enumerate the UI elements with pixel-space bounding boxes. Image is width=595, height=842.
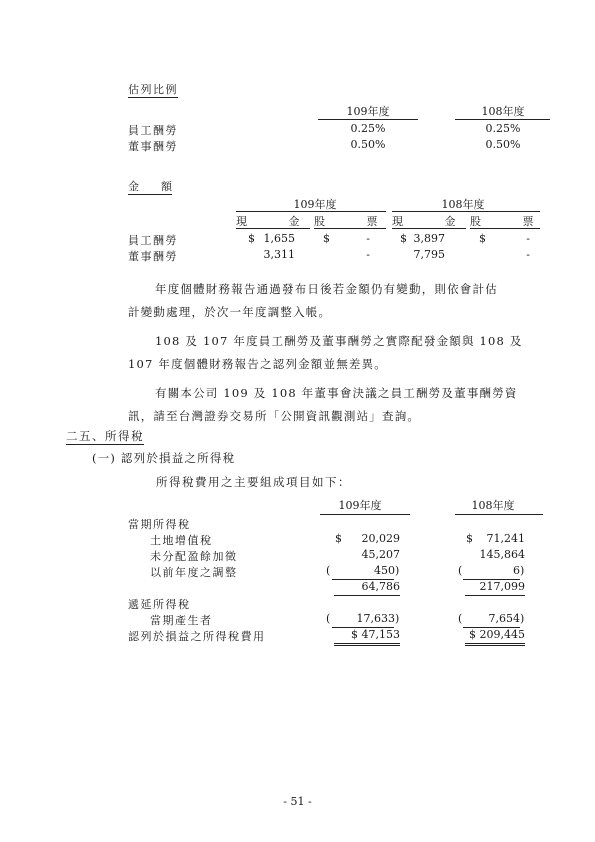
- est-row-label: 董事酬勞: [128, 140, 178, 153]
- est-col-rule-2: [455, 119, 550, 120]
- amt-stock-value: -: [526, 232, 530, 245]
- amt-stock-value: -: [366, 248, 370, 261]
- amt-sub-rule: [392, 228, 466, 229]
- paren-close: ): [395, 612, 400, 625]
- amt-cash-value: 3,311: [263, 248, 295, 261]
- amt-sub-rule: [314, 228, 386, 229]
- currency-sign: $: [400, 232, 407, 245]
- undistributed-tax-108: 145,864: [479, 548, 525, 561]
- paragraph-line: 有關本公司 109 及 108 年董事會決議之員工酬勞及董事酬勞資: [155, 386, 518, 400]
- paren-open: (: [458, 564, 463, 577]
- paragraph-line: 訊，請至台灣證券交易所「公開資訊觀測站」查詢。: [128, 409, 421, 423]
- paragraph-line: 計變動處理，於次一年度調整入帳。: [128, 305, 332, 319]
- est-col-rule-1: [318, 119, 418, 120]
- land-tax-label: 土地增值稅: [150, 534, 213, 547]
- paren-open: (: [326, 612, 331, 625]
- amt-stock-value: -: [366, 232, 370, 245]
- est-row-value: 0.50%: [485, 138, 521, 151]
- land-tax-109: 20,029: [361, 532, 400, 545]
- est-col-108: 108年度: [481, 105, 525, 118]
- page-number: - 51 -: [283, 795, 312, 808]
- amt-year-rule-2: [392, 211, 540, 212]
- subtotal-underline: [334, 595, 400, 596]
- tax-col-108: 108年度: [471, 499, 515, 512]
- subsection-heading: (一) 認列於損益之所得稅: [92, 451, 236, 465]
- subtotal-108: 217,099: [479, 580, 525, 593]
- total-tax-108: $ 209,445: [469, 628, 525, 641]
- paragraph-line: 107 年度個體財務報告之認列金額並無差異。: [128, 357, 388, 371]
- tax-intro: 所得稅費用之主要組成項目如下：: [156, 475, 351, 489]
- amt-sub-rule: [236, 228, 310, 229]
- prior-year-label: 以前年度之調整: [150, 566, 238, 579]
- deferred-tax-label: 遞延所得稅: [128, 598, 191, 611]
- est-row-label: 員工酬勞: [128, 124, 178, 137]
- paren-close: ): [520, 564, 525, 577]
- prior-year-109: 450: [374, 564, 395, 577]
- paren-open: (: [458, 612, 463, 625]
- amt-stock-header-109: 股 票: [314, 215, 377, 228]
- undistributed-tax-109: 45,207: [361, 548, 400, 561]
- total-tax-109: $ 47,153: [351, 628, 400, 641]
- subtotal-underline: [465, 595, 525, 596]
- est-row-value: 0.25%: [350, 122, 386, 135]
- origination-108: 7,654: [488, 612, 520, 625]
- amt-stock-value: -: [526, 248, 530, 261]
- origination-label: 當期產生者: [150, 614, 213, 627]
- amt-row-label: 員工酬勞: [128, 234, 178, 247]
- amt-cash-value: 7,795: [413, 248, 445, 261]
- total-double-underline: [334, 643, 400, 646]
- currency-sign: $: [479, 232, 486, 245]
- currency-sign: $: [323, 232, 330, 245]
- tax-col-rule: [320, 514, 410, 515]
- paragraph-line: 年度個體財務報告通過發布日後若金額仍有變動，則依會計估: [155, 282, 498, 296]
- amt-year-rule-1: [236, 211, 386, 212]
- amt-cash-value: 1,655: [263, 232, 295, 245]
- amt-cash-header-109: 現 金: [236, 215, 299, 228]
- amt-row-label: 董事酬勞: [128, 250, 178, 263]
- currency-sign: $: [466, 532, 473, 545]
- est-row-value: 0.50%: [350, 138, 386, 151]
- tax-col-rule: [455, 514, 543, 515]
- undistributed-tax-label: 未分配盈餘加徵: [150, 550, 238, 563]
- paren-close: ): [520, 612, 525, 625]
- currency-sign: $: [335, 532, 342, 545]
- subtotal-109: 64,786: [361, 580, 400, 593]
- estimate-ratio-title: 估列比例: [128, 83, 178, 96]
- amt-year-109: 109年度: [293, 198, 337, 211]
- paren-open: (: [326, 564, 331, 577]
- tax-col-109: 109年度: [338, 499, 382, 512]
- section-heading: 二五、所得稅: [66, 429, 144, 443]
- amount-title: 金 額: [128, 180, 172, 193]
- amt-cash-header-108: 現 金: [392, 215, 455, 228]
- amt-cash-value: 3,897: [413, 232, 445, 245]
- total-double-underline: [465, 643, 525, 646]
- est-row-value: 0.25%: [485, 122, 521, 135]
- amt-sub-rule: [470, 228, 540, 229]
- total-tax-label: 認列於損益之所得稅費用: [128, 630, 266, 643]
- origination-109: 17,633: [356, 612, 395, 625]
- paren-close: ): [395, 564, 400, 577]
- amt-stock-header-108: 股 票: [470, 215, 533, 228]
- amt-year-108: 108年度: [441, 198, 485, 211]
- paragraph-line: 108 及 107 年度員工酬勞及董事酬勞之實際配發金額與 108 及: [155, 334, 523, 348]
- est-col-109: 109年度: [346, 105, 390, 118]
- currency-sign: $: [248, 232, 255, 245]
- current-tax-label: 當期所得稅: [128, 518, 191, 531]
- land-tax-108: 71,241: [486, 532, 525, 545]
- prior-year-108: 6: [513, 564, 520, 577]
